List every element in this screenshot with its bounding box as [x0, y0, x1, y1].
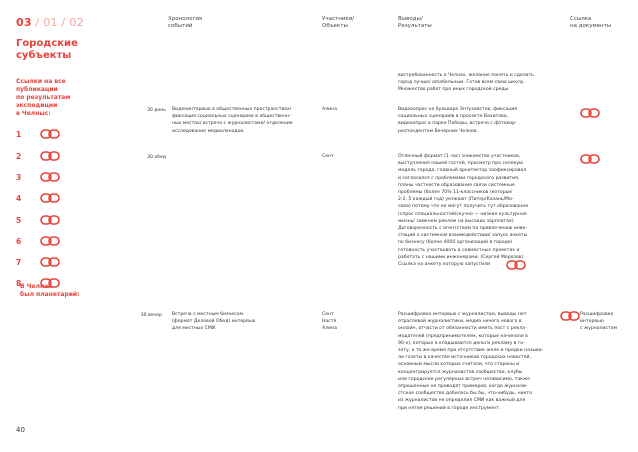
text-line: с журналистом: [580, 326, 617, 332]
text-line: ли газеты в качестве источников городских новостей,: [398, 355, 531, 361]
link-icon[interactable]: [40, 192, 60, 204]
column-header-links: [570, 16, 611, 30]
findings-continuation: [398, 72, 568, 94]
publication-link-item[interactable]: [16, 235, 76, 247]
text-line: Сент: [322, 154, 334, 159]
text-line: онлайн, отчасти от обязанности иметь пост с рекла-: [398, 326, 527, 332]
text-line: по бизнесу (более 4000 организаций в городе/: [398, 240, 513, 246]
column-header-line: событий: [168, 23, 193, 29]
link-icon[interactable]: [40, 128, 60, 140]
nav-sub[interactable]: 02: [69, 16, 84, 29]
text-line: из журналистов не определил СМИ как важный для: [398, 398, 526, 404]
row-findings: [398, 153, 570, 268]
publication-link-item[interactable]: [16, 256, 76, 268]
nav-separator: /: [57, 16, 66, 29]
row-participants: [322, 311, 382, 333]
text-line: интервью: [580, 319, 604, 325]
text-line: респондентом Вечерних Челнов.: [398, 128, 478, 134]
column-header-line: Участники/: [322, 16, 355, 22]
row-findings: [398, 311, 558, 412]
text-line: Множество работ про иных городской среды.: [398, 87, 510, 93]
page-number: 40: [16, 426, 25, 434]
sidebar-heading-line: по результатам: [16, 94, 71, 101]
nav-current[interactable]: 03: [16, 16, 32, 29]
text-line: (формат Деловой Обед) интервью: [172, 319, 256, 325]
link-icon[interactable]: [580, 107, 600, 119]
sidebar-heading: [16, 78, 70, 118]
publication-number: 5: [16, 216, 22, 225]
text-line: Алина: [322, 107, 337, 112]
publication-link-item[interactable]: [16, 192, 76, 204]
column-header-findings: [398, 16, 432, 30]
sidebar-footer-line: был планетарий:: [20, 291, 80, 298]
row-findings: [398, 106, 568, 135]
link-icon[interactable]: [40, 214, 60, 226]
text-line: видеоопрос в парке Победы, встреча с фотокор-: [398, 121, 517, 127]
link-icon[interactable]: [580, 153, 600, 165]
text-line: Отличный формат (1 час) знакомство участников,: [398, 154, 521, 159]
text-line: работать с нашими инженерами. (Сергей Морозов).: [398, 254, 525, 260]
text-line: Алина: [322, 326, 337, 332]
text-line: модателей (предпринимателем, которые начинали в: [398, 333, 528, 339]
text-line: модель города, главный архитектор заофиксировал: [398, 168, 527, 174]
publication-link-item[interactable]: [16, 171, 76, 183]
row-participants: [322, 153, 382, 160]
text-line: готовность участвовать в совместных проектах и: [398, 247, 520, 253]
column-header-line: Результаты: [398, 23, 432, 29]
text-line: исследование медиаланодов.: [172, 128, 245, 134]
text-line: основным мысли которых считали, что стороны и: [398, 362, 520, 368]
text-line: Встреча с местным бизнесом: [172, 312, 244, 317]
row-date: 30 вечер: [140, 313, 162, 318]
row-participants: [322, 106, 382, 113]
link-icon[interactable]: [40, 150, 60, 162]
column-header-participants: [322, 16, 354, 30]
text-line: сква) потому что не могут получить тут образования: [398, 204, 528, 210]
text-line: стское сообщество добилось бы бы, что-нибудь, никто: [398, 391, 532, 397]
column-header-chronology: [168, 16, 202, 30]
row-date: 30 день: [146, 108, 166, 113]
column-header-line: Хронология: [168, 16, 203, 22]
nav-separator: /: [31, 16, 40, 29]
column-header-line: на документы: [570, 23, 612, 29]
publication-number: 2: [16, 152, 22, 161]
text-line: при нятия решений в городе инструмент.: [398, 405, 501, 411]
text-line: социальных сценариев в просекте Вахитова,: [398, 114, 509, 120]
text-line: концентрируется журналистов сообщества, клубы: [398, 369, 523, 375]
section-title: [16, 38, 78, 62]
text-line: фиксация социальных сценариев в общественн-: [172, 114, 291, 120]
link-icon[interactable]: [560, 310, 580, 322]
publication-link-item[interactable]: [16, 150, 76, 162]
section-title-line: субъекты: [16, 50, 72, 61]
column-header-line: Выводы/: [398, 16, 423, 22]
text-line: планы частности образования связи системные: [398, 182, 515, 188]
sidebar-heading-line: экспедиции: [16, 102, 58, 109]
text-line: Видеоинтервью в общественных пространствах/: [172, 107, 292, 112]
text-line: 2-2, 5 каждый год) уезжают (Питер/Казань/Мо-: [398, 197, 514, 203]
publication-number: 6: [16, 237, 22, 246]
sidebar-heading-line: Ссылки на все: [16, 78, 66, 85]
publication-number: 4: [16, 194, 22, 203]
text-line: востребованность в Челнах, желание понять и сделать: [398, 73, 534, 78]
sidebar-footer: [20, 283, 80, 299]
text-line: для местных СМИ.: [172, 326, 217, 332]
text-line: 90-х), которые в кладываются деньги рекламу в го-: [398, 340, 525, 346]
section-nav: [16, 16, 84, 29]
text-line: или городские регулярных встреч независимо, также: [398, 376, 530, 382]
link-icon[interactable]: [40, 171, 60, 183]
text-line: жизнь/ замкнем реклом на высоких зарплатах): [398, 218, 514, 224]
publication-link-item[interactable]: [16, 128, 76, 140]
publication-number: 7: [16, 258, 22, 267]
text-line: отраслевой журналистики, медиа ничего нового в: [398, 319, 522, 325]
text-line: (спрос специальностей/скучно — низкая культурная: [398, 211, 527, 217]
link-icon[interactable]: [40, 235, 60, 247]
text-line: Расшифровка интервью с журналистом, выводы нет: [398, 312, 527, 317]
sidebar-heading-line: в Челныс:: [16, 110, 51, 117]
column-header-line: Ссылка: [570, 16, 592, 22]
row-event: [172, 311, 317, 333]
link-icon[interactable]: [40, 256, 60, 268]
link-icon[interactable]: [506, 259, 526, 271]
text-line: Ссылка на анкету которую запустили: [398, 262, 491, 268]
text-line: Сент: [322, 312, 334, 317]
publication-link-item[interactable]: [16, 214, 76, 226]
publication-number: 3: [16, 173, 22, 182]
text-line: ных местах/ встреча с журналистами/ отделение: [172, 121, 293, 127]
section-title-line: Городские: [16, 38, 78, 49]
text-line: Расшифровка: [580, 312, 614, 317]
text-line: Видеоопрос на бульваре Энтузиастов, фиксация: [398, 107, 518, 112]
text-line: зету, а то же время при отсутствие желе и предки называ-: [398, 348, 544, 354]
publication-number: 8: [16, 279, 22, 288]
row-date: 30 обед: [147, 155, 166, 160]
text-line: и согласился с проблемами городского развития,: [398, 175, 520, 181]
column-header-line: Объекты: [322, 23, 348, 29]
row-event: [172, 106, 317, 135]
sidebar-footer-line: В Челнах: [20, 283, 53, 290]
text-line: город лучше/ amабельным. Готов всем свою школу.: [398, 80, 525, 86]
text-line: проблемы (более 70% 11-классников (которые: [398, 190, 513, 196]
text-line: опрошенные не приводят примеров, когда журнали-: [398, 384, 528, 390]
publication-number: 1: [16, 130, 22, 139]
sidebar-heading-line: публикации: [16, 86, 58, 93]
text-line: выступления нашей гостей, просмотр про селекую: [398, 161, 523, 167]
nav-section[interactable]: 01: [43, 16, 58, 29]
text-line: Настя: [322, 319, 337, 325]
text-line: Договоренность с агентством по привлечению инве-: [398, 226, 528, 232]
text-line-with-link: [398, 261, 570, 268]
document-link-label[interactable]: [580, 311, 632, 333]
text-line: стиций о системном взаимодействии/ запуск анкеты: [398, 233, 528, 239]
